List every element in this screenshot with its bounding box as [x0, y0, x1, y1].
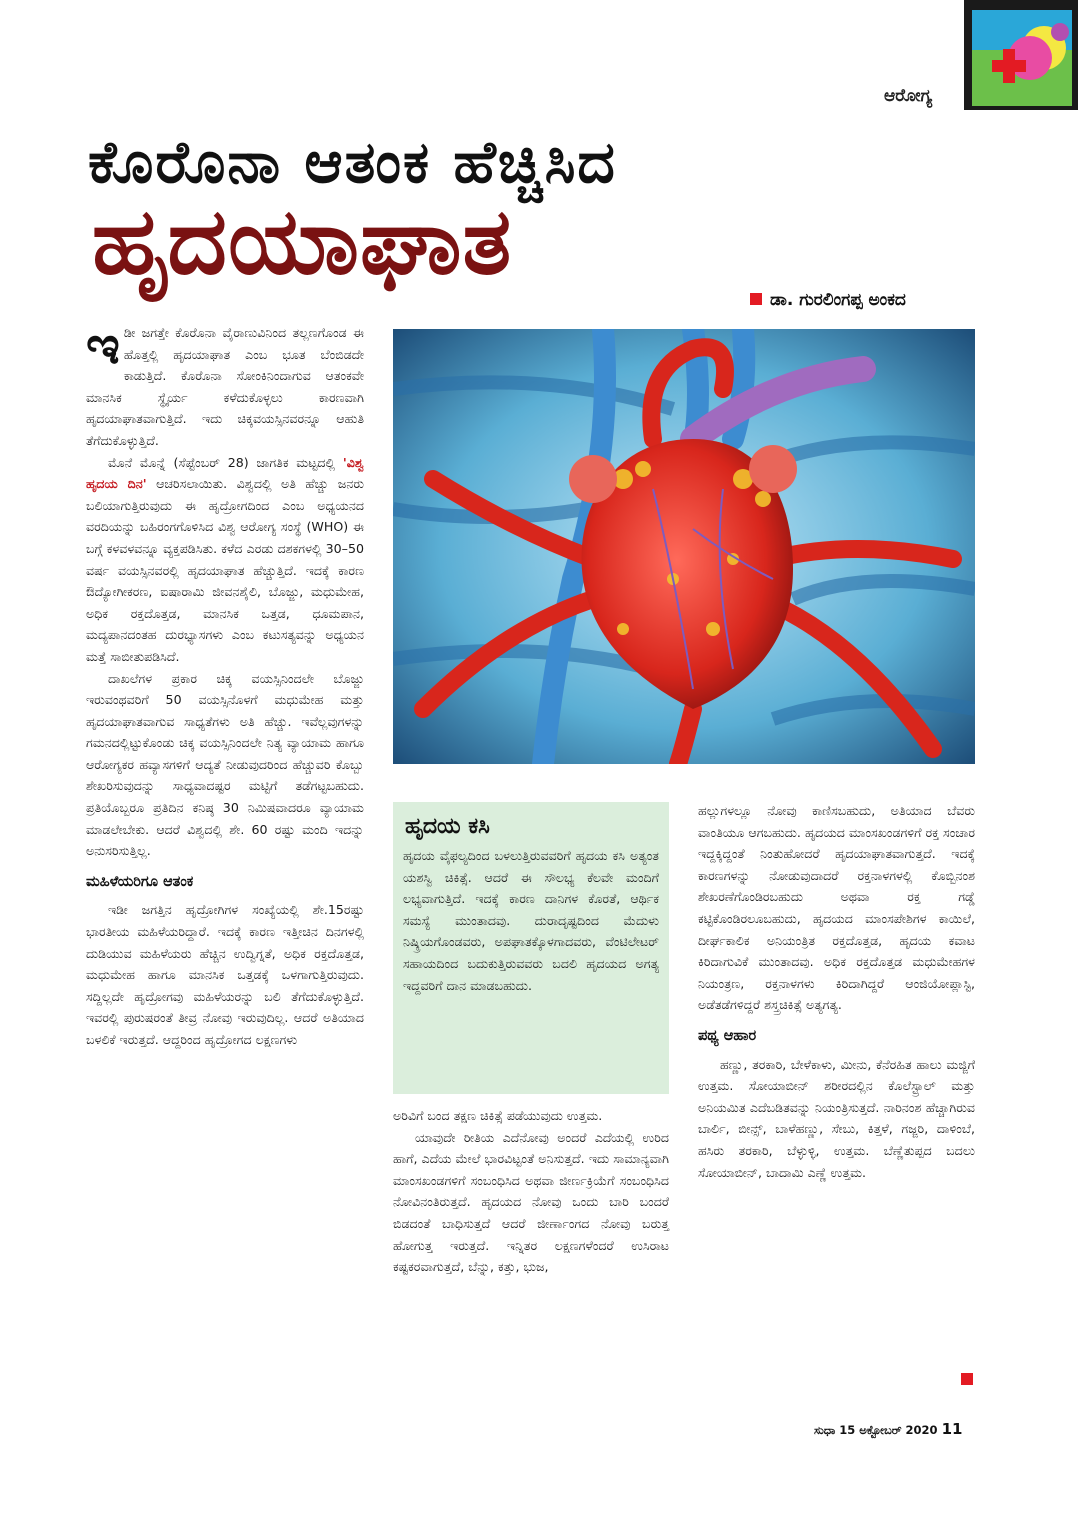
page-footer [814, 1420, 962, 1438]
footer-magazine-date: ಸುಧಾ 15 ಅಕ್ಟೋಬರ್ 2020 [814, 1423, 938, 1437]
paragraph: ಹಲ್ಲುಗಳಲ್ಲೂ ನೋವು ಕಾಣಿಸಬಹುದು, ಅತಿಯಾದ ಬೆವರು ವಾಂತಿಯೂ ಆಗಬಹುದು. ಹೃದಯದ ಮಾಂಸಖಂಡಗಳಿಗೆ ರಕ್ತ ಸಂಚಾರ ಇದ್ದಕ್ಕಿದ್ದಂತೆ ನಿಂತುಹೋದರೆ ಹೃದಯಾಘಾತವಾಗುತ್ತದೆ. ಇದಕ್ಕೆ ಕಾರಣಗಳನ್ನು ನೋಡುವುದಾದರೆ ರಕ್ತನಾಳಗಳಲ್ಲಿ ಕೊಬ್ಬಿನಂಶ ಶೇಖರಣೆಗೊಂಡಿರಬಹುದು ಅಥವಾ ರಕ್ತ ಗಡ್ಡೆ ಕಟ್ಟಿಕೊಂಡಿರಲೂಬಹುದು, ಹೃದಯದ ಮಾಂಸಪೇಶಿಗಳ ಕಾಯಿಲೆ, ದೀರ್ಘಕಾಲಿಕ ಅನಿಯಂತ್ರಿತ ರಕ್ತದೊತ್ತಡ, ಹೃದಯ ಕವಾಟ ಕಿರಿದಾಗುವಿಕೆ ಮುಂತಾದವು. ಅಧಿಕ ರಕ್ತದೊತ್ತಡ ಮಧುಮೇಹಗಳ ನಿಯಂತ್ರಣ, ರಕ್ತನಾಳಗಳು ಕಿರಿದಾಗಿದ್ದರೆ ಆಂಜಿಯೋಪ್ಲಾಸ್ಟಿ, ಅಡೆತಡೆಗಳಿದ್ದರೆ ಶಸ್ತ್ರಚಿಕಿತ್ಸೆ ಅತ್ಯಗತ್ಯ. [698, 803, 975, 1013]
subheading-diet: ಪಥ್ಯ ಆಹಾರ [698, 1027, 757, 1044]
medical-cross-logo-icon [964, 0, 1078, 110]
health-section-logo [964, 0, 1078, 110]
heart-anatomy-icon [393, 329, 975, 764]
paragraph: ಡೀ ಜಗತ್ತೇ ಕೊರೊನಾ ವೈರಾಣುವಿನಿಂದ ತಲ್ಲಣಗೊಂಡ ಈ ಹೊತ್ತಲ್ಲಿ ಹೃದಯಾಘಾತ ಎಂಬ ಭೂತ ಬೆಂಬಿಡದೇ ಕಾಡುತ್ತಿದೆ. ಕೊರೊನಾ ಸೋಂಕಿನಿಂದಾಗುವ ಆತಂಕವೇ ಮಾನಸಿಕ ಸ್ಥೈರ್ಯ ಕಳೆದುಕೊಳ್ಳಲು ಕಾರಣವಾಗಿ ಹೃದಯಾಘಾತವಾಗುತ್ತಿದೆ. ಇದು ಚಿಕ್ಕವಯಸ್ಸಿನವರನ್ನೂ ಆಹುತಿ ತೆಗೆದುಕೊಳ್ಳುತ್ತಿದೆ. [86, 325, 364, 448]
subheading-women: ಮಹಿಳೆಯರಿಗೂ ಆತಂಕ [86, 873, 194, 890]
paragraph: ದಾಖಲೆಗಳ ಪ್ರಕಾರ ಚಿಕ್ಕ ವಯಸ್ಸಿನಿಂದಲೇ ಬೊಜ್ಜು ಇರುವಂಥವರಿಗೆ 50 ವಯಸ್ಸಿನೊಳಗೆ ಮಧುಮೇಹ ಮತ್ತು ಹೃದಯಾಘಾತವಾಗುವ ಸಾಧ್ಯತೆಗಳು ಅತಿ ಹೆಚ್ಚು. ಇವೆಲ್ಲವುಗಳನ್ನು ಗಮನದಲ್ಲಿಟ್ಟುಕೊಂಡು ಚಿಕ್ಕ ವಯಸ್ಸಿನಿಂದಲೇ ನಿತ್ಯ ವ್ಯಾಯಾಮ ಹಾಗೂ ಆರೋಗ್ಯಕರ ಹವ್ಯಾಸಗಳಿಗೆ ಆದ್ಯತೆ ನೀಡುವುದರಿಂದ ಹೆಚ್ಚುವರಿ ಕೊಬ್ಬು ಶೇಖರಿಸುವುದನ್ನು ಸಾಧ್ಯವಾದಷ್ಟರ ಮಟ್ಟಿಗೆ ತಡೆಗಟ್ಟಬಹುದು. ಪ್ರತಿಯೊಬ್ಬರೂ ಪ್ರತಿದಿನ ಕನಿಷ್ಠ 30 ನಿಮಿಷವಾದರೂ ವ್ಯಾಯಾಮ ಮಾಡಲೇಬೇಕು. ಆದರೆ ವಿಶ್ವದಲ್ಲಿ ಶೇ. 60 ರಷ್ಟು ಮಂದಿ ಇದನ್ನು ಅನುಸರಿಸುತ್ತಿಲ್ಲ. [86, 670, 364, 859]
paragraph-text: ಮೊನೆ ಮೊನ್ನೆ (ಸೆಪ್ಟೆಂಬರ್ 28) ಜಾಗತಿಕ ಮಟ್ಟದಲ್ಲಿ [108, 454, 343, 470]
article-column-1 [86, 316, 364, 1051]
paragraph [86, 452, 364, 668]
headline-line2: ಹೃದಯಾಘಾತ [92, 188, 513, 295]
paragraph: ಅರಿವಿಗೆ ಬಂದ ತಕ್ಷಣ ಚಿಕಿತ್ಸೆ ಪಡೆಯುವುದು ಉತ್ತಮ. [393, 1108, 603, 1123]
paragraph-text: ಆಚರಿಸಲಾಯಿತು. ವಿಶ್ವದಲ್ಲಿ ಅತಿ ಹೆಚ್ಚು ಜನರು ಬಲಿಯಾಗುತ್ತಿರುವುದು ಈ ಹೃದ್ರೋಗದಿಂದ ಎಂಬ ಅಧ್ಯಯನದ ವರದಿಯನ್ನು ಬಹಿರಂಗಗೊಳಿಸಿದ ವಿಶ್ವ ಆರೋಗ್ಯ ಸಂಸ್ಥೆ (WHO) ಈ ಬಗ್ಗೆ ಕಳವಳವನ್ನೂ ವ್ಯಕ್ತಪಡಿಸಿತು. ಕಳೆದ ಎರಡು ದಶಕಗಳಲ್ಲಿ 30–50 ವರ್ಷ ವಯಸ್ಸಿನವರಲ್ಲಿ ಹೃದಯಾಘಾತ ಹೆಚ್ಚುತ್ತಿದೆ. ಇದಕ್ಕೆ ಕಾರಣ ಔದ್ಯೋಗೀಕರಣ, ಐಷಾರಾಮಿ ಜೀವನಶೈಲಿ, ಬೊಜ್ಜು, ಮಧುಮೇಹ, ಅಧಿಕ ರಕ್ತದೊತ್ತಡ, ಮಾನಸಿಕ ಒತ್ತಡ, ಧೂಮಪಾನ, ಮದ್ಯಪಾನದಂತಹ ದುರಭ್ಯಾಸಗಳು ಎಂಬ ಕಟುಸತ್ಯವನ್ನು ಅಧ್ಯಯನ ಮತ್ತೆ ಸಾಬೀತುಪಡಿಸಿದೆ. [86, 476, 364, 664]
paragraph: ಇಡೀ ಜಗತ್ತಿನ ಹೃದ್ರೋಗಿಗಳ ಸಂಖ್ಯೆಯಲ್ಲಿ ಶೇ.15ರಷ್ಟು ಭಾರತೀಯ ಮಹಿಳೆಯರಿದ್ದಾರೆ. ಇದಕ್ಕೆ ಕಾರಣ ಇತ್ತೀಚಿನ ದಿನಗಳಲ್ಲಿ ದುಡಿಯುವ ಮಹಿಳೆಯರು ಹೆಚ್ಚಿನ ಉದ್ವಿಗ್ನತೆ, ಅಧಿಕ ರಕ್ತದೊತ್ತಡ, ಮಧುಮೇಹ ಹಾಗೂ ಮಾನಸಿಕ ಒತ್ತಡಕ್ಕೆ ಒಳಗಾಗುತ್ತಿರುವುದು. ಸದ್ದಿಲ್ಲದೇ ಹೃದ್ರೋಗವು ಮಹಿಳೆಯರನ್ನು ಬಲಿ ತೆಗೆದುಕೊಳ್ಳುತ್ತಿದೆ. ಇವರಲ್ಲಿ ಪುರುಷರಂತೆ ತೀವ್ರ ನೋವು ಇರುವುದಿಲ್ಲ. ಆದರೆ ಅತಿಯಾದ ಬಳಲಿಕೆ ಇರುತ್ತದೆ. ಆದ್ದರಿಂದ ಹೃದ್ರೋಗದ ಲಕ್ಷಣಗಳು [86, 902, 364, 1047]
page-number: 11 [941, 1420, 963, 1438]
author-byline [750, 290, 906, 310]
author-name: ಡಾ. ಗುರಲಿಂಗಪ್ಪ ಅಂಕದ [770, 290, 906, 310]
end-mark-square-icon [961, 1373, 973, 1385]
headline-line1: ಕೊರೊನಾ ಆತಂಕ ಹೆಚ್ಚಿಸಿದ [88, 128, 617, 196]
article-column-2 [393, 1105, 669, 1278]
paragraph: ಯಾವುದೇ ರೀತಿಯ ಎದೆನೋವು ಅಂದರೆ ಎದೆಯಲ್ಲಿ ಉರಿದ ಹಾಗೆ, ಎದೆಯ ಮೇಲೆ ಭಾರವಿಟ್ಟಂತೆ ಅನಿಸುತ್ತದೆ. ಇದು ಸಾಮಾನ್ಯವಾಗಿ ಮಾಂಸಖಂಡಗಳಿಗೆ ಸಂಬಂಧಿಸಿದ ಅಥವಾ ಜೀರ್ಣಕ್ರಿಯೆಗೆ ಸಂಬಂಧಿಸಿದ ನೋವಿನಂತಿರುತ್ತದೆ. ಹೃದಯದ ನೋವು ಒಂದು ಬಾರಿ ಬಂದರೆ ಬಿಡದಂತೆ ಬಾಧಿಸುತ್ತದೆ ಆದರೆ ಜೀರ್ಣಾಂಗದ ನೋವು ಬರುತ್ತ ಹೋಗುತ್ತ ಇರುತ್ತದೆ. ಇನ್ನಿತರ ಲಕ್ಷಣಗಳೆಂದರೆ ಉಸಿರಾಟ ಕಷ್ಟಕರವಾಗುತ್ತದೆ, ಬೆನ್ನು, ಕತ್ತು, ಭುಜ, [393, 1129, 669, 1275]
drop-cap: ಇ [86, 316, 120, 376]
paragraph: ಹಣ್ಣು, ತರಕಾರಿ, ಬೇಳೆಕಾಳು, ಮೀನು, ಕೆನೆರಹಿತ ಹಾಲು ಮಜ್ಜಿಗೆ ಉತ್ತಮ. ಸೋಯಾಬೀನ್ ಶರೀರದಲ್ಲಿನ ಕೊಲೆಸ್ಟ್ರಾಲ್ ಮತ್ತು ಅನಿಯಮಿತ ಎದೆಬಡಿತವನ್ನು ನಿಯಂತ್ರಿಸುತ್ತದೆ. ನಾರಿನಂಶ ಹೆಚ್ಚಾಗಿರುವ ಬಾರ್ಲಿ, ಬೀನ್ಸ್, ಬಾಳೆಹಣ್ಣು, ಸೇಬು, ಕಿತ್ತಳೆ, ಗಜ್ಜರಿ, ದಾಳಿಂಬೆ, ಹಸಿರು ತರಕಾರಿ, ಬೆಳ್ಳುಳ್ಳಿ, ಉತ್ತಮ. ಬೆಣ್ಣೆತುಪ್ಪದ ಬದಲು ಸೋಯಾಬೀನ್, ಬಾದಾಮಿ ಎಣ್ಣೆ ಉತ್ತಮ. [698, 1056, 975, 1180]
byline-square-icon [750, 293, 762, 305]
heart-illustration [393, 329, 975, 764]
sidebar-heart-transplant [393, 802, 669, 1094]
article-column-3 [698, 800, 975, 1183]
sidebar-title: ಹೃದಯ ಕಸಿ [405, 814, 490, 839]
sidebar-text: ಹೃದಯ ವೈಫಲ್ಯದಿಂದ ಬಳಲುತ್ತಿರುವವರಿಗೆ ಹೃದಯ ಕಸಿ ಅತ್ಯಂತ ಯಶಸ್ವಿ ಚಿಕಿತ್ಸೆ. ಆದರೆ ಈ ಸೌಲಭ್ಯ ಕೆಲವೇ ಮಂದಿಗೆ ಲಭ್ಯವಾಗುತ್ತಿದೆ. ಇದಕ್ಕೆ ಕಾರಣ ದಾನಿಗಳ ಕೊರತೆ, ಆರ್ಥಿಕ ಸಮಸ್ಯೆ ಮುಂತಾದವು. ದುರಾದೃಷ್ಟದಿಂದ ಮೆದುಳು ನಿಷ್ಕ್ರಿಯಗೊಂಡವರು, ಅಪಘಾತಕ್ಕೊಳಗಾದವರು, ವೆಂಟಿಲೇಟರ್ ಸಹಾಯದಿಂದ ಬದುಕುತ್ತಿರುವವರು ಬದಲಿ ಹೃದಯದ ಅಗತ್ಯ ಇದ್ದವರಿಗೆ ದಾನ ಮಾಡಬಹುದು. [403, 848, 659, 993]
world-heart-day-highlight: 'ವಿಶ್ವ ಹೃದಯ ದಿನ' [86, 454, 364, 492]
section-tag: ಆರೋಗ್ಯ [884, 86, 933, 106]
